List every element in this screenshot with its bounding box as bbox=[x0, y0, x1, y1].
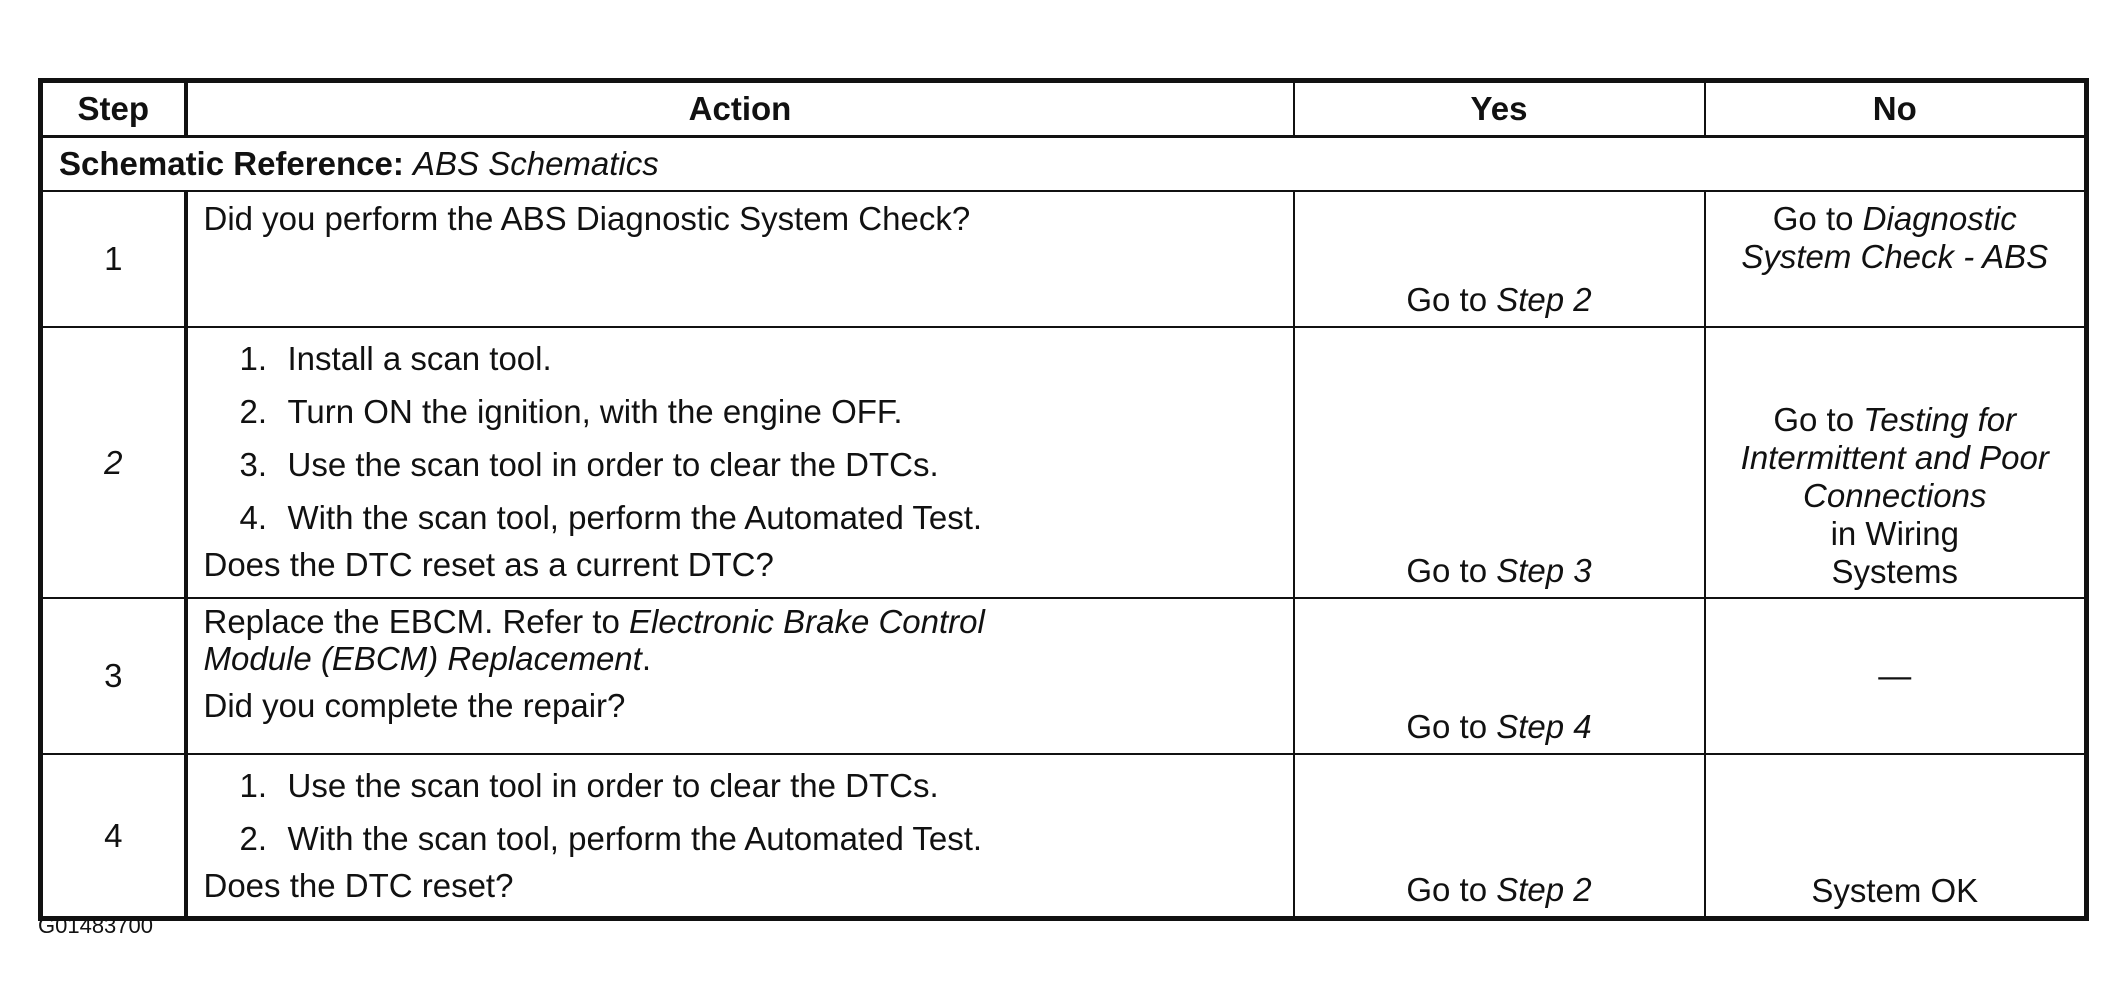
step-number: 4 bbox=[41, 754, 186, 919]
action-step: 1. Use the scan tool in order to clear the DTCs. bbox=[239, 767, 939, 804]
action-step: 4. With the scan tool, perform the Automated Test. bbox=[239, 499, 983, 536]
no-cell bbox=[1705, 327, 2087, 598]
yes-cell bbox=[1294, 327, 1705, 598]
table-row bbox=[41, 598, 2087, 754]
action-text: Replace the EBCM. Refer to bbox=[203, 603, 620, 640]
no-link-connections[interactable]: Connections bbox=[1803, 477, 1987, 514]
no-cell bbox=[1705, 754, 2087, 919]
no-prefix: Go to bbox=[1772, 200, 1854, 237]
yes-step-link[interactable]: Step 3 bbox=[1496, 552, 1592, 589]
schematic-reference-label: Schematic Reference: bbox=[59, 145, 404, 182]
yes-step-link[interactable]: Step 2 bbox=[1496, 281, 1592, 318]
action-step: 1. Install a scan tool. bbox=[239, 340, 552, 377]
yes-prefix: Go to bbox=[1406, 708, 1488, 745]
ebcm-replacement-link-line1[interactable]: Electronic Brake Control bbox=[629, 603, 985, 640]
action-step: 3. Use the scan tool in order to clear the DTCs. bbox=[239, 446, 939, 483]
ebcm-replacement-link-line2[interactable]: Module (EBCM) Replacement bbox=[203, 640, 642, 677]
action-cell bbox=[186, 754, 1294, 919]
figure-id: G01483700 bbox=[38, 913, 153, 938]
table-row bbox=[41, 754, 2087, 919]
schematic-reference-row bbox=[41, 137, 2087, 192]
no-cell bbox=[1705, 598, 2087, 754]
action-cell bbox=[186, 327, 1294, 598]
action-cell bbox=[186, 191, 1294, 327]
schematic-reference bbox=[41, 137, 2087, 192]
header-step: Step bbox=[41, 81, 186, 137]
action-text-period: . bbox=[641, 640, 652, 677]
header-no: No bbox=[1705, 81, 2087, 137]
no-text-systems: Systems bbox=[1831, 553, 1959, 590]
yes-cell bbox=[1294, 598, 1705, 754]
yes-cell bbox=[1294, 754, 1705, 919]
yes-cell bbox=[1294, 191, 1705, 327]
yes-prefix: Go to bbox=[1406, 871, 1488, 908]
table-row bbox=[41, 327, 2087, 598]
yes-prefix: Go to bbox=[1406, 552, 1488, 589]
yes-step-link[interactable]: Step 2 bbox=[1496, 871, 1592, 908]
step-number: 3 bbox=[41, 598, 186, 754]
no-prefix: Go to bbox=[1773, 401, 1855, 438]
action-steps-list bbox=[204, 332, 1277, 544]
no-link-intermittent[interactable]: Intermittent and Poor bbox=[1740, 439, 2049, 476]
header-action: Action bbox=[186, 81, 1294, 137]
schematic-reference-link[interactable]: ABS Schematics bbox=[413, 145, 659, 182]
no-link-testing[interactable]: Testing for bbox=[1863, 401, 2017, 438]
header-yes: Yes bbox=[1294, 81, 1705, 137]
action-cell bbox=[186, 598, 1294, 754]
table-row bbox=[41, 191, 2087, 327]
action-steps-list bbox=[204, 759, 1277, 865]
no-system-ok: System OK bbox=[1811, 872, 1979, 909]
no-link-system-check[interactable]: System Check - ABS bbox=[1741, 238, 2049, 275]
no-text-in-wiring: in Wiring bbox=[1830, 515, 1959, 552]
no-cell bbox=[1705, 191, 2087, 327]
step-number: 1 bbox=[41, 191, 186, 327]
yes-step-link[interactable]: Step 4 bbox=[1496, 708, 1592, 745]
action-step: 2. With the scan tool, perform the Automated Test. bbox=[239, 820, 983, 857]
action-question: Did you perform the ABS Diagnostic System Check? bbox=[203, 200, 971, 237]
action-question: Does the DTC reset? bbox=[203, 867, 514, 904]
diagnostic-table bbox=[38, 78, 2089, 921]
no-link-diagnostic[interactable]: Diagnostic bbox=[1862, 200, 2017, 237]
action-step: 2. Turn ON the ignition, with the engine OFF. bbox=[239, 393, 903, 430]
yes-prefix: Go to bbox=[1406, 281, 1488, 318]
no-dash: — bbox=[1878, 657, 1912, 694]
step-number: 2 bbox=[41, 327, 186, 598]
action-question: Does the DTC reset as a current DTC? bbox=[203, 546, 774, 583]
header-row bbox=[41, 81, 2087, 137]
action-question: Did you complete the repair? bbox=[203, 687, 626, 724]
